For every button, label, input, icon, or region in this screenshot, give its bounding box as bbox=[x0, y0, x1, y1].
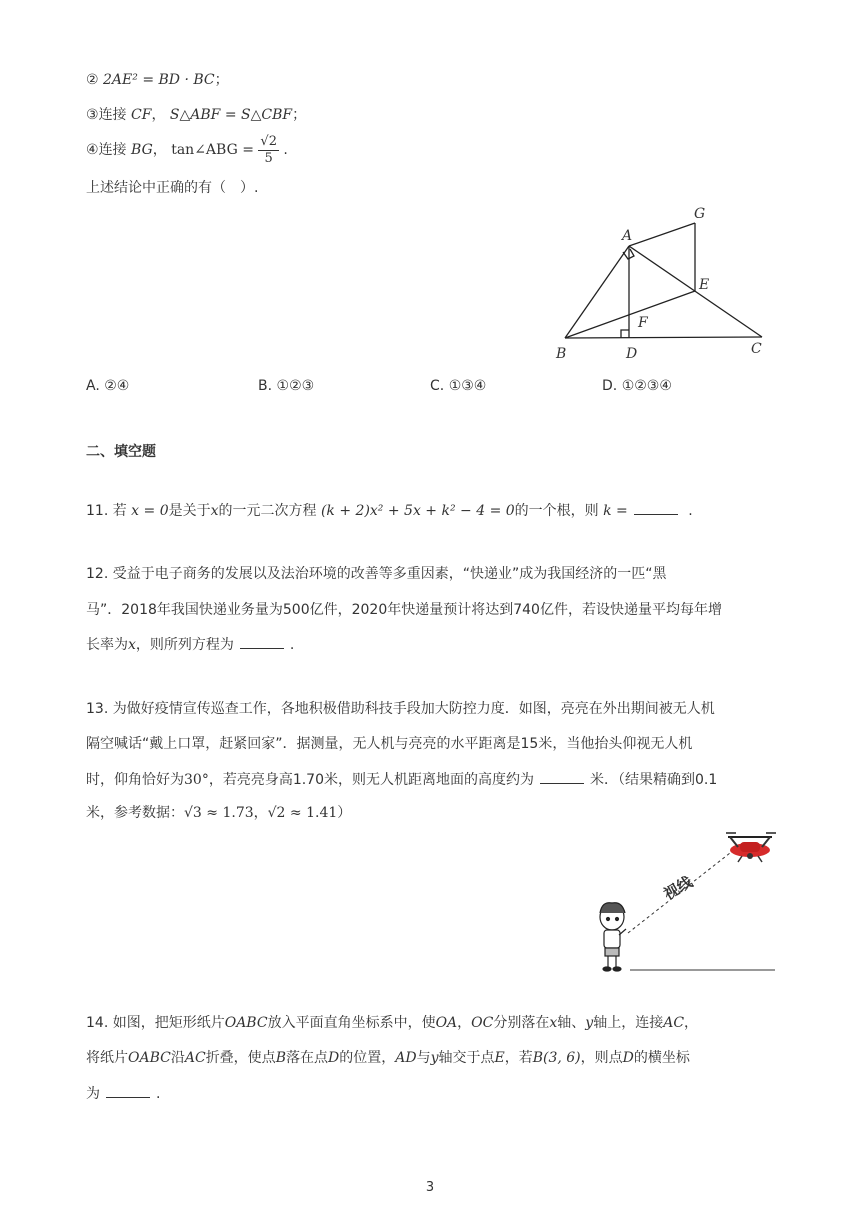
drone-icon bbox=[726, 833, 776, 862]
question-13-line-3: 时，仰角恰好为30°，若亮亮身高1.70米，则无人机距离地面的高度约为 米．（结果精确到0.1 bbox=[86, 769, 717, 790]
conclusion-3-expr: S△ABF = S△CBF bbox=[169, 107, 293, 123]
answer-blank-14[interactable] bbox=[106, 1083, 150, 1098]
label-a: A bbox=[622, 228, 633, 244]
question-12-line-1: 12. 受益于电子商务的发展以及法治环境的改善等多重因素，“快递业”成为我国经济的一匹“黑 bbox=[86, 566, 667, 582]
conclusion-3: ③连接 CF， S△ABF = S△CBF； bbox=[86, 107, 307, 123]
conclusion-2: ② 2AE² = BD · BC； bbox=[86, 72, 229, 88]
label-d: D bbox=[626, 346, 638, 362]
label-f: F bbox=[638, 315, 648, 331]
conclusion-4: ④连接 BG， tan∠ABG = $\frac{√2}{5}$ . bbox=[86, 133, 288, 166]
option-d[interactable]: D. ①②③④ bbox=[602, 378, 672, 394]
boy-icon bbox=[600, 903, 626, 971]
page-number: 3 bbox=[425, 1180, 435, 1195]
label-g: G bbox=[694, 206, 706, 222]
right-angle-mark-d bbox=[621, 330, 629, 338]
conclusion-2-expr: 2AE² = BD · BC bbox=[103, 72, 215, 88]
option-b[interactable]: B. ①②③ bbox=[258, 378, 315, 394]
question-14-line-2: 将纸片OABC沿AC折叠，使点B落在点D的位置，AD与y轴交于点E，若B(3, 6)，则点D的横坐标 bbox=[86, 1050, 690, 1066]
answer-blank-12[interactable] bbox=[240, 634, 284, 649]
geometry-figure bbox=[550, 203, 780, 363]
answer-blank-13[interactable] bbox=[540, 769, 584, 784]
question-14-line-1: 14. 如图，把矩形纸片OABC放入平面直角坐标系中，使OA，OC分别落在x轴、y轴上，连接AC， bbox=[86, 1015, 699, 1031]
drone-figure bbox=[590, 825, 780, 980]
label-c: C bbox=[751, 341, 762, 357]
question-12-line-3: 长率为x，则所列方程为 . bbox=[86, 634, 294, 655]
question-12-line-2: 马”．2018年我国快递业务量为500亿件，2020年快递量预计将达到740亿件，若设快递量平均每年增 bbox=[86, 602, 722, 618]
label-b: B bbox=[556, 346, 567, 362]
label-e: E bbox=[699, 277, 710, 293]
segment-ab bbox=[565, 246, 629, 338]
question-13-line-2: 隔空喊话“戴上口罩，赶紧回家”．据测量，无人机与亮亮的水平距离是15米，当他抬头仰视无人机 bbox=[86, 736, 693, 752]
option-a[interactable]: A. ②④ bbox=[86, 378, 130, 394]
answer-blank-11[interactable] bbox=[634, 500, 678, 515]
question-13-line-4: 米，参考数据：√3 ≈ 1.73，√2 ≈ 1.41） bbox=[86, 805, 352, 821]
question-13-line-1: 13. 为做好疫情宣传巡查工作，各地积极借助科技手段加大防控力度．如图，亮亮在外出期间被无人机 bbox=[86, 701, 715, 717]
fraction-root2-over-5: $\frac{√2}{5}$ bbox=[260, 133, 277, 166]
question-11: 11. 若 x = 0是关于x的一元二次方程 (k + 2)x² + 5x + k² − 4 = 0的一个根，则 k = . bbox=[86, 500, 693, 521]
option-c[interactable]: C. ①③④ bbox=[430, 378, 487, 394]
question-14-line-3: 为 . bbox=[86, 1083, 160, 1104]
section-title: 二、填空题 bbox=[86, 444, 156, 460]
segment-bc bbox=[565, 337, 762, 338]
question-prompt: 上述结论中正确的有（ ）. bbox=[86, 180, 259, 196]
sight-label: 视线 bbox=[660, 872, 696, 904]
segment-be bbox=[565, 291, 695, 338]
segment-ag bbox=[629, 223, 695, 246]
